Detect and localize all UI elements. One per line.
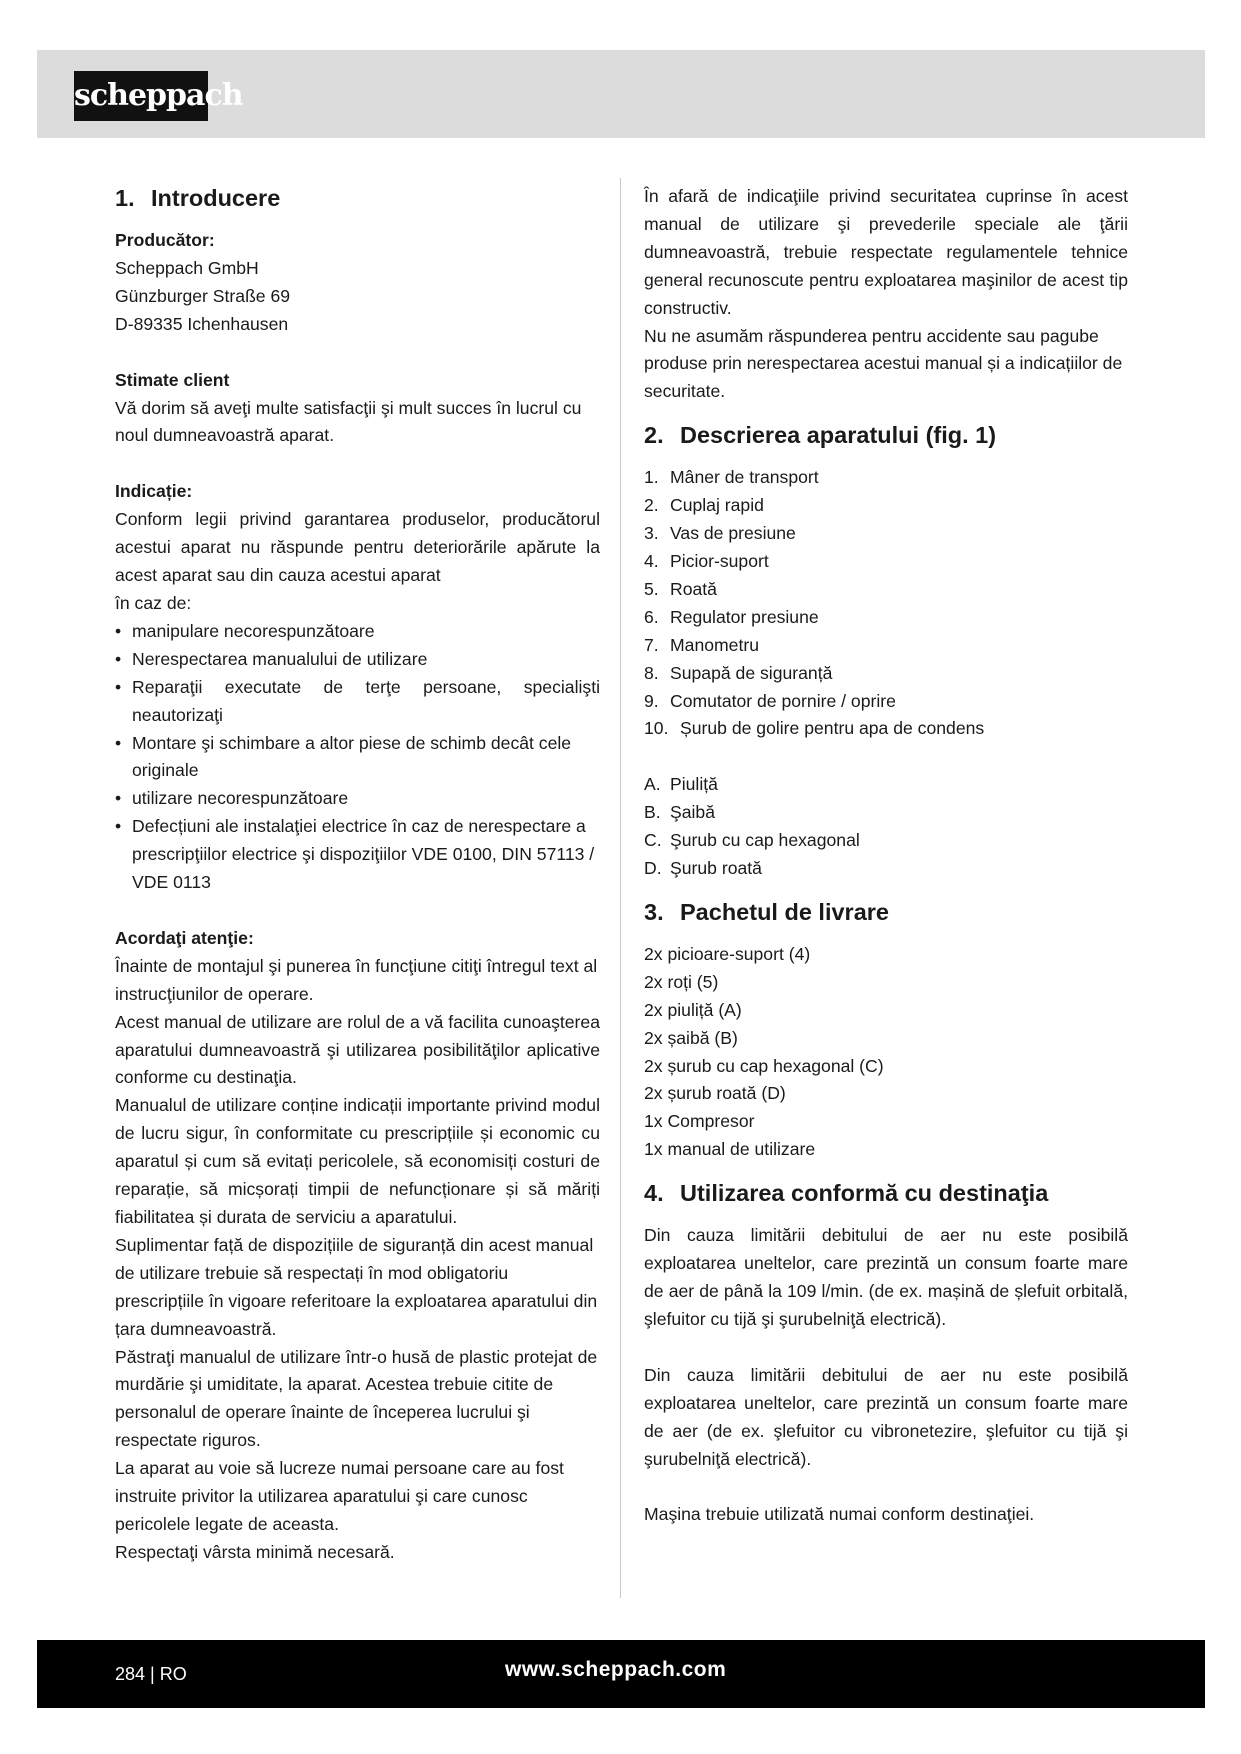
scheppach-logo: scheppach xyxy=(74,71,208,121)
section-4-heading: 4. Utilizarea conformă cu destinaţia xyxy=(644,1180,1049,1207)
list-item: 3. Vas de presiune xyxy=(644,523,796,544)
list-item: • manipulare necorespunzătoare xyxy=(115,618,600,646)
manufacturer-label: Producător: xyxy=(115,230,215,250)
list-item: 2x piuliță (A) xyxy=(644,999,742,1020)
list-item: • Montare şi schimbare a altor piese de schimb decât cele originale xyxy=(115,730,600,786)
attention-paragraph: Înainte de montajul şi punerea în funcţiune citiţi întregul text al instrucţiunilor de operare. xyxy=(115,955,598,1004)
attention-paragraph: La aparat au voie să lucreze numai persoane care au fost instruite privitor la utilizarea aparatului şi care cunosc pericolele legate de aceasta. xyxy=(115,1458,564,1534)
attention-paragraph: Manualul de utilizare conține indicații importante privind modul de lucru sigur, în conformitate cu prescripțiile și economic cu aparatul și cum să evitați pericolele, să economisiți costuri de reparație, să micșorați timpii de nefuncționare și să măriți fiabilitatea și durata de serviciu a aparatului. xyxy=(115,1095,600,1227)
attention-paragraph: Păstraţi manualul de utilizare într-o husă de plastic protejat de murdărie şi umiditate, la aparat. Acestea trebuie citite de personalul de operare înainte de începerea lucrului şi respectate riguros. xyxy=(115,1346,598,1451)
manufacturer-line: Scheppach GmbH xyxy=(115,257,259,278)
page-footer xyxy=(37,1640,1205,1708)
website-link[interactable]: www.scheppach.com xyxy=(505,1658,727,1681)
list-item: 2x picioare-suport (4) xyxy=(644,943,811,964)
right-column xyxy=(644,183,1128,1529)
use-paragraph: Din cauza limitării debitului de aer nu este posibilă exploatarea uneltelor, care prezintă un consum foarte mare de aer (de ex. şlefuitor cu vibronetezire, şlefuitor cu tijă şi şurubelniţă electrică). xyxy=(644,1364,1128,1469)
section-3-heading: 3. Pachetul de livrare xyxy=(644,898,889,925)
list-item: 2x șurub roată (D) xyxy=(644,1083,786,1104)
page-number: 284 | RO xyxy=(115,1664,187,1684)
list-item: 6. Regulator presiune xyxy=(644,606,819,627)
list-item: 2. Cuplaj rapid xyxy=(644,495,764,516)
list-item: • utilizare necorespunzătoare xyxy=(115,785,600,813)
list-item: • Nerespectarea manualului de utilizare xyxy=(115,646,600,674)
list-item: 2x roți (5) xyxy=(644,971,719,992)
intro-paragraph: Nu ne asumăm răspunderea pentru accidente sau pagube produse prin nerespectarea acestui manual și a indicațiilor de securitate. xyxy=(644,325,1123,402)
attention-paragraph: Respectaţi vârsta minimă necesară. xyxy=(115,1541,395,1562)
list-item: 1. Mâner de transport xyxy=(644,467,819,488)
liability-list xyxy=(115,618,600,897)
manufacturer-line: D-89335 Ichenhausen xyxy=(115,313,289,334)
attention-paragraph: Acest manual de utilizare are rolul de a vă facilita cunoaşterea aparatului dumneavoastră şi utilizarea posibilităţilor aplicative conforme cu destinaţia. xyxy=(115,1011,600,1088)
list-item: B. Şaibă xyxy=(644,802,715,823)
list-item: 2x șaibă (B) xyxy=(644,1027,738,1048)
section-1-heading: 1. Introducere xyxy=(115,185,281,211)
note-tail: în caz de: xyxy=(115,592,192,613)
page-header xyxy=(37,50,1205,138)
dear-client-label: Stimate client xyxy=(115,369,230,390)
attention-paragraph: Suplimentar față de dispozițiile de siguranță din acest manual de utilizare trebuie să respectați în mod obligatoriu prescripțiile în vigoare referitoare la exploatarea aparatului din țara dumneavoastră. xyxy=(115,1234,598,1339)
column-divider xyxy=(620,178,621,1598)
note-label: Indicație: xyxy=(115,481,193,502)
list-item: 10. Șurub de golire pentru apa de condens xyxy=(644,718,985,739)
list-item: 1x manual de utilizare xyxy=(644,1139,816,1160)
list-item: D. Şurub roată xyxy=(644,858,762,879)
list-item: • Reparaţii executate de terţe persoane, specialişti neautorizaţi xyxy=(115,674,600,730)
hardware-list xyxy=(644,771,1128,883)
list-item: • Defecțiuni ale instalaţiei electrice în caz de nerespectare a prescripţiilor electrice şi dispoziţiilor VDE 0100, DIN 57113 / VDE 0113 xyxy=(115,813,600,897)
list-item: 9. Comutator de pornire / oprire xyxy=(644,690,896,711)
use-paragraph: Maşina trebuie utilizată numai conform destinaţiei. xyxy=(644,1504,1035,1525)
attention-label: Acordaţi atenţie: xyxy=(115,927,254,948)
list-item: 7. Manometru xyxy=(644,634,759,655)
use-paragraph: Din cauza limitării debitului de aer nu este posibilă exploatarea uneltelor, care prezintă un consum foarte mare de aer de până la 109 l/min. (de ex. mașină de șlefuit orbitală, şlefuitor cu tijă şi şurubelniţă electrică). xyxy=(644,1225,1128,1329)
list-item: C. Şurub cu cap hexagonal xyxy=(644,830,860,851)
list-item: 1x Compresor xyxy=(644,1111,755,1132)
list-item: 5. Roată xyxy=(644,578,717,599)
dear-client-text: Vă dorim să aveţi multe satisfacţii şi mult succes în lucrul cu noul dumneavoastră aparat. xyxy=(115,397,582,446)
list-item: A. Piuliță xyxy=(644,774,718,795)
section-2-heading: 2. Descrierea aparatului (fig. 1) xyxy=(644,422,997,449)
note-text: Conform legii privind garantarea produselor, producătorul acestui aparat nu răspunde pentru deteriorările apărute la acest aparat sau din cauza acestui aparat xyxy=(115,509,600,586)
list-item: 2x șurub cu cap hexagonal (C) xyxy=(644,1055,884,1076)
manufacturer-line: Günzburger Straße 69 xyxy=(115,285,291,306)
left-column xyxy=(115,183,600,1567)
parts-list xyxy=(644,464,1128,743)
list-item: 8. Supapă de siguranță xyxy=(644,662,833,683)
list-item: 4. Picior-suport xyxy=(644,550,769,571)
intro-paragraph: În afară de indicaţiile privind securitatea cuprinse în acest manual de utilizare şi prevederile speciale ale ţării dumneavoastră, trebuie respectate regulamentele tehnice general recunoscute pentru exploatarea maşinilor de acest tip constructiv. xyxy=(644,186,1128,318)
